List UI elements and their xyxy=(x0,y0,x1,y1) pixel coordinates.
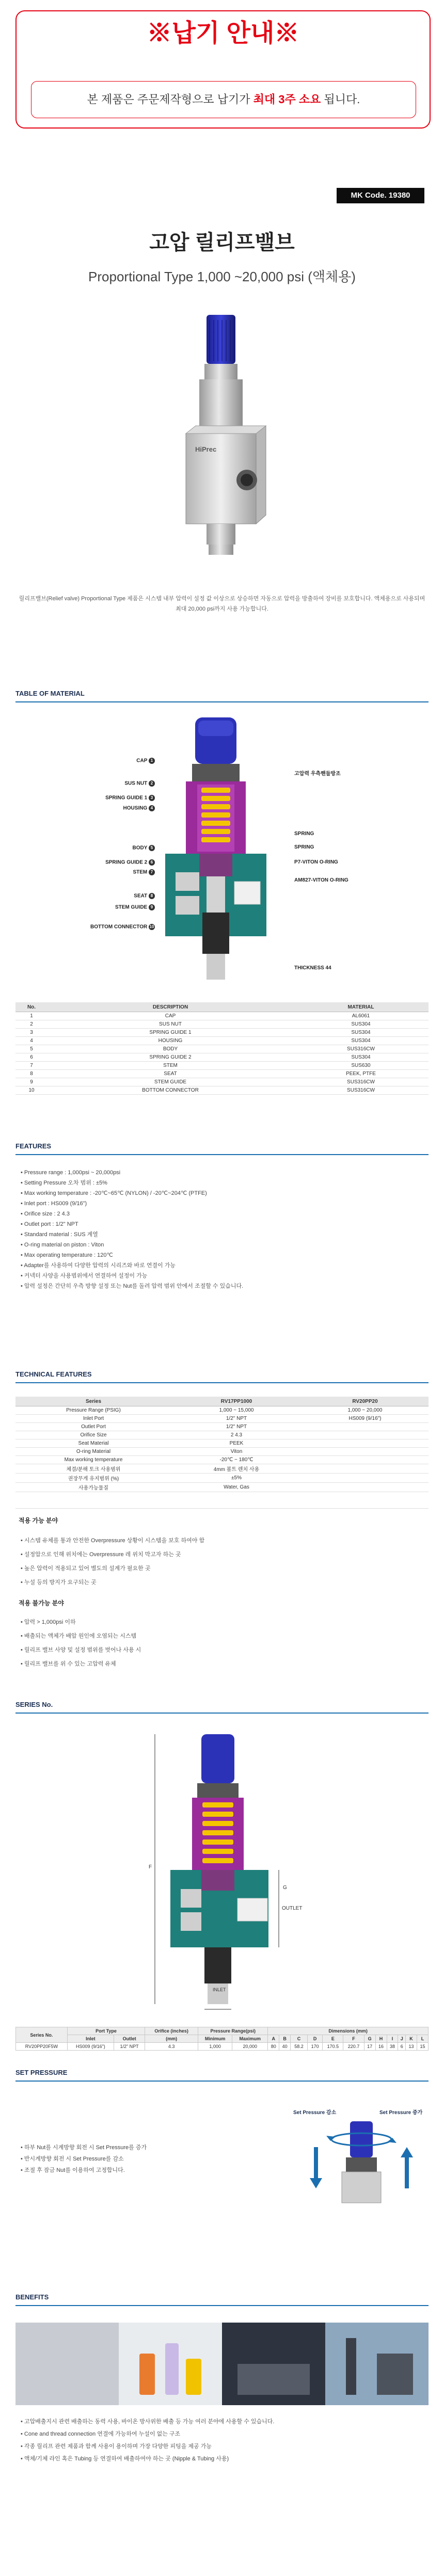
list-item: • 압력 설정은 간단히 우측 방향 설정 또는 Nut를 돌려 압력 범위 안에서 조절할 수 있습니다. xyxy=(21,1283,244,1289)
table-row: 7 STEM SUS630 xyxy=(15,1062,429,1070)
brand-logo: HiPrec xyxy=(195,445,217,453)
outlet-label: OUTLET xyxy=(282,1906,303,1911)
list-item: • Outlet port : 1/2" NPT xyxy=(21,1221,78,1227)
set-pressure-list xyxy=(21,2142,268,2176)
list-item: • 시스템 유체를 통과 안전한 Overpressure 상황이 시스템을 보호 하여야 함 xyxy=(21,1538,205,1544)
list-item: • Adapter를 사용하여 다양한 압력의 시리즈와 바로 연결이 가능 xyxy=(21,1262,176,1269)
list-item: • 릴리프 밸브 사양 및 설정 범위를 벗어나 사용 시 xyxy=(21,1647,141,1653)
table-row: 2 SUS NUT SUS304 xyxy=(15,1020,429,1029)
list-item: • 고압배출지시 관련 배출하는 동력 사용, 바이온 방사위한 배출 등 가능 여러 분야에 사용할 수 있습니다. xyxy=(21,2419,275,2425)
table-row: Pressure Range (PSIG) 1,000 ~ 15,000 1,000 ~ 20,000 xyxy=(15,1406,429,1415)
list-item: • Standard material : SUS 계열 xyxy=(21,1231,98,1238)
table-row: RV20PP20F5W HS009 (9/16") 1/2" NPT 4.3 1,000 20,000 80 40 58.2 170 170.5 220.7 17 16 38 6 13 15 xyxy=(16,2043,429,2051)
table-row: 10 BOTTOM CONNECTOR SUS316CW xyxy=(15,1086,429,1095)
list-item: • 반시계방향 회전 시 Set Pressure를 감소 xyxy=(21,2156,124,2162)
notice-title: ※납기 안내※ xyxy=(147,20,299,47)
callout-right-4: P7-VITON O-RING xyxy=(294,859,338,865)
table-row: 5 BODY SUS316CW xyxy=(15,1045,429,1053)
list-item: • Setting Pressure 오차 범위 : ±5% xyxy=(21,1180,107,1186)
set-pressure-down-label: Set Pressure 감소 xyxy=(293,2110,337,2116)
list-item: • 하부 Nut를 시계방향 회전 시 Set Pressure를 증가 xyxy=(21,2145,147,2151)
list-item: • 조절 후 잠금 Nut를 이용하여 고정합니다. xyxy=(21,2167,125,2173)
set-pressure-illustration xyxy=(294,2116,429,2225)
table-row: 6 SPRING GUIDE 2 SUS304 xyxy=(15,1053,429,1062)
mk-code-badge: MK Code. 19380 xyxy=(337,188,424,203)
callout-right-3: SPRING xyxy=(294,844,314,850)
benefit-image-2 xyxy=(119,2323,222,2405)
list-item: • 높은 압력이 적용되고 있어 별도의 설계가 필요한 곳 xyxy=(21,1565,151,1572)
list-item: • Orifice size : 2 4.3 xyxy=(21,1211,70,1217)
section-material-header: TABLE OF MATERIAL xyxy=(15,688,429,702)
benefits-image-strip xyxy=(15,2323,429,2405)
material-table: No. DESCRIPTION MATERIAL 1 CAP AL6061 2 SUS NUT SUS304 3 SPRING GUIDE 1 SUS304 4 HOUSING SUS304 5 BODY SUS316CW 6 SPRING GUIDE 2 SUS304 7 STEM SUS630 8 SEAT PEEK, PTFE 9 STEM GUIDE SUS316CW 10 BOTTOM CONNECTOR SUS316CW xyxy=(15,1002,429,1095)
callout-left-9: STEM GUIDE 9 xyxy=(46,904,155,910)
callout-left-1: CAP 1 xyxy=(46,758,155,764)
section-features-header: FEATURES xyxy=(15,1141,429,1155)
list-item: • 누설 등의 방지가 요구되는 곳 xyxy=(21,1579,97,1586)
callout-right-1: 고압력 우측핸들방조 xyxy=(294,771,341,777)
benefits-list xyxy=(21,2415,423,2465)
callout-left-7: STEM 7 xyxy=(46,869,155,875)
list-item: • Max operating temperature : 120℃ xyxy=(21,1252,113,1258)
inlet-label: INLET xyxy=(213,1987,226,1992)
table-row: 1 CAP AL6061 xyxy=(15,1012,429,1020)
callout-right-6: THICKNESS 44 xyxy=(294,965,331,971)
caution-title: 적용 불가능 분야 xyxy=(19,1599,64,1607)
table-row: 4 HOUSING SUS304 xyxy=(15,1037,429,1045)
callout-right-5: AM827-VITON O-RING xyxy=(294,877,348,883)
series-table: Series No. Port Type Orifice (inches) Pressure Range(psi) Dimensions (mm) Inlet Outlet (mm) Minimum Maximum A B C D E F G H I J K L RV20PP20F5W HS009 (9/16") 1/2" NPT 4.3 1,000 20,000 80 40 58.2 170 170.5 220.7 17 16 38 6 13 15 xyxy=(15,2027,429,2051)
table-row: O-ring Material Viton xyxy=(15,1448,429,1456)
dim-g-label: G xyxy=(283,1885,287,1891)
table-row: Seat Material PEEK xyxy=(15,1439,429,1448)
set-pressure-up-label: Set Pressure 증가 xyxy=(379,2110,423,2116)
notice-highlight: 최대 3주 소요 xyxy=(253,93,321,106)
list-item: • 릴리프 밸브를 위 수 있는 고압력 유체 xyxy=(21,1661,116,1667)
table-row: Orifice Size 2 4.3 xyxy=(15,1431,429,1439)
apply-title: 적용 가능 분야 xyxy=(19,1517,58,1524)
table-row: Outlet Port 1/2" NPT xyxy=(15,1423,429,1431)
apply-list xyxy=(21,1534,423,1590)
technical-table: Series RV17PP1000 RV20PP20 Pressure Range (PSIG) 1,000 ~ 15,000 1,000 ~ 20,000 Inlet Port 1/2" NPT HS009 (9/16") Outlet Port 1/2" NPT Orifice Size 2 4.3 Seat Material PEEK O-ring Material Viton Max working temperature -20℃ ~ 180℃ 체결/분해 토크 사용범위 4mm 볼트 렌치 사용 권장무게 유지범위 (%) ±5% 사용가능물질 Water, Gas xyxy=(15,1397,429,1492)
list-item: • 액체/기체 라인 혹은 Tubing 등 연결하여 배출하여야 하는 곳 (Nipple & Tubing 사용) xyxy=(21,2456,229,2462)
list-item: • Inlet port : HS009 (9/16") xyxy=(21,1201,87,1207)
product-image xyxy=(155,310,289,578)
table-row: 8 SEAT PEEK, PTFE xyxy=(15,1070,429,1078)
product-title: 고압 릴리프밸브 xyxy=(149,231,295,254)
benefit-image-3 xyxy=(222,2323,325,2405)
list-item: • O-ring material on piston : Viton xyxy=(21,1242,104,1248)
list-item: • 배출되는 액체가 배압 원인에 오염되는 시스템 xyxy=(21,1633,137,1639)
cross-section-drawing xyxy=(155,717,289,986)
table-row: 3 SPRING GUIDE 1 SUS304 xyxy=(15,1029,429,1037)
list-item: • 커넥터 사양을 사용범위에서 연결하여 설정이 가능 xyxy=(21,1273,148,1279)
divider xyxy=(15,1508,429,1509)
dim-f-label: F xyxy=(149,1864,152,1870)
callout-left-5: BODY 5 xyxy=(46,845,155,851)
table-row: 사용가능물질 Water, Gas xyxy=(15,1483,429,1492)
section-technical-header: TECHNICAL FEATURES xyxy=(15,1369,429,1383)
benefit-image-4 xyxy=(325,2323,429,2405)
callout-left-4: HOUSING 4 xyxy=(46,805,155,811)
section-set-pressure-header: SET PRESSURE xyxy=(15,2067,429,2082)
list-item: • 압력 > 1,000psi 이하 xyxy=(21,1619,76,1625)
list-item: • 각종 릴리프 관련 제품과 함께 사용이 용이하며 가장 다양한 피팅을 제공 가능 xyxy=(21,2443,212,2450)
list-item: • Max working temperature : -20℃~65℃ (NYLON) / -20℃~204℃ (PTFE) xyxy=(21,1190,207,1196)
notice-body: 본 제품은 주문제작형으로 납기가 최대 3주 소요 됩니다. xyxy=(31,81,416,118)
callout-left-3: SPRING GUIDE 1 3 xyxy=(46,795,155,801)
list-item: • 설정압으로 인해 위치에는 Overpressure 레 위치 막고자 하는 곳 xyxy=(21,1551,181,1558)
product-subtitle: Proportional Type 1,000 ~20,000 psi (액체용) xyxy=(88,269,356,284)
product-description: 릴리프밸브(Relief valve) Proportional Type 제품은 시스템 내부 압력이 설정 값 이상으로 상승하면 자동으로 압력을 방출하여 장비를 보호합니다. 액체용으로 사용되며 최대 20,000 psi까지 사용 가능합니다. xyxy=(19,596,425,612)
callout-left-6: SPRING GUIDE 2 6 xyxy=(46,859,155,866)
benefit-image-1 xyxy=(15,2323,119,2405)
caution-list xyxy=(21,1615,423,1671)
section-series-header: SERIES No. xyxy=(15,1699,429,1714)
series-drawing xyxy=(145,1734,303,2013)
table-row: 체결/분해 토크 사용범위 4mm 볼트 렌치 사용 xyxy=(15,1464,429,1474)
table-row: Max working temperature -20℃ ~ 180℃ xyxy=(15,1456,429,1464)
delivery-notice xyxy=(15,10,431,129)
table-row: 권장무게 유지범위 (%) ±5% xyxy=(15,1474,429,1483)
features-list xyxy=(21,1167,423,1291)
section-benefits-header: BENEFITS xyxy=(15,2292,429,2306)
callout-left-10: BOTTOM CONNECTOR 10 xyxy=(90,924,154,930)
table-row: 9 STEM GUIDE SUS316CW xyxy=(15,1078,429,1086)
table-row: Inlet Port 1/2" NPT HS009 (9/16") xyxy=(15,1415,429,1423)
list-item: • Pressure range : 1,000psi ~ 20,000psi xyxy=(21,1170,121,1176)
callout-left-2: SUS NUT 2 xyxy=(46,780,155,787)
callout-right-2: SPRING xyxy=(294,831,314,837)
list-item: • Cone and thread connection 연결에 가능하여 누설이 없는 구조 xyxy=(21,2431,181,2437)
callout-left-8: SEAT 8 xyxy=(46,893,155,899)
